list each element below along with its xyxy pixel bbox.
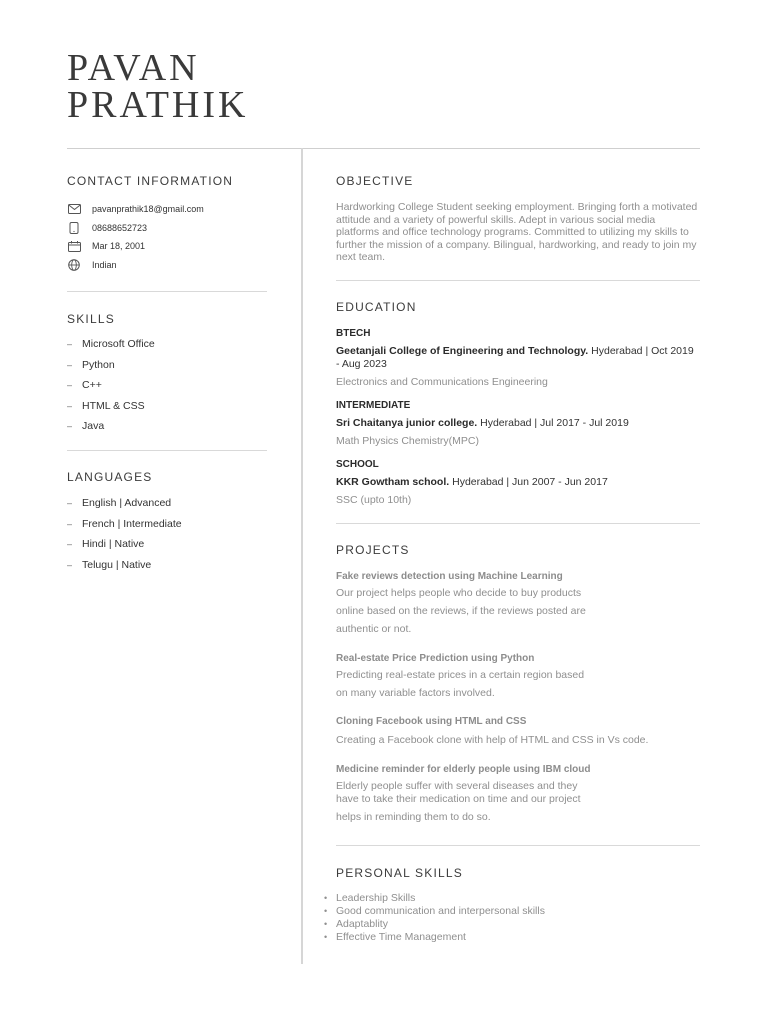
project-title: Real-estate Price Prediction using Python — [336, 653, 535, 664]
objective-text: Hardworking College Student seeking employment. Bringing forth a motivated attitude and a variety of powerful skills. Adept in various social media platforms and office technology programs. Committed to utilizing my skills to further the mission of a company. Bilingual, hardworking, and ready to join my next team. — [336, 201, 698, 264]
education-level: SCHOOL — [336, 459, 379, 470]
list-item: – Python — [67, 358, 115, 371]
institution-name: Geetanjali College of Engineering and Technology. — [336, 345, 589, 357]
header-divider — [67, 148, 700, 149]
project-description: Our project helps people who decide to buy products online based on the reviews, if the reviews posted are authentic or not. — [336, 587, 586, 635]
list-item: • Adaptablity — [324, 918, 388, 930]
education-institution-line — [336, 476, 700, 489]
objective-divider — [336, 280, 700, 281]
education-level: BTECH — [336, 328, 371, 339]
list-item: – Microsoft Office — [67, 338, 155, 351]
contact-birthdate — [67, 237, 204, 256]
project-title: Cloning Facebook using HTML and CSS — [336, 716, 527, 727]
contact-nationality — [67, 256, 204, 275]
skills-divider — [67, 450, 267, 451]
contact-phone — [67, 219, 204, 238]
list-item: – Telugu | Native — [67, 558, 152, 571]
personal-skills-title: PERSONAL SKILLS — [336, 866, 463, 880]
project-description: Creating a Facebook clone with help of HTML and CSS in Vs code. — [336, 734, 649, 746]
calendar-icon — [67, 240, 81, 252]
institution-details: Hyderabad | Jul 2017 - Jul 2019 — [480, 417, 629, 429]
education-title: EDUCATION — [336, 300, 417, 314]
list-item: – Java — [67, 420, 105, 433]
education-divider — [336, 523, 700, 524]
objective-title: OBJECTIVE — [336, 174, 414, 188]
languages-list — [67, 493, 182, 575]
column-divider — [301, 148, 303, 964]
skills-title: SKILLS — [67, 312, 115, 326]
education-institution-line — [336, 345, 700, 371]
list-item: • Leadership Skills — [324, 892, 416, 904]
list-item: – English | Advanced — [67, 497, 172, 510]
institution-details: Hyderabad | Jun 2007 - Jun 2017 — [452, 476, 608, 488]
project-description: Elderly people suffer with several diseases and they have to take their medication on time and our project helps in reminding them to do so. — [336, 780, 581, 823]
project-title: Medicine reminder for elderly people using IBM cloud — [336, 764, 591, 775]
project-title: Fake reviews detection using Machine Learning — [336, 571, 563, 582]
education-field: SSC (upto 10th) — [336, 494, 412, 506]
education-field: Electronics and Communications Engineering — [336, 376, 548, 388]
list-item: – French | Intermediate — [67, 517, 182, 530]
last-name: PRATHIK — [67, 84, 249, 126]
phone-icon — [67, 222, 81, 234]
projects-title: PROJECTS — [336, 543, 410, 557]
birthdate-text: Mar 18, 2001 — [92, 241, 146, 252]
project-description: Predicting real-estate prices in a certain region based on many variable factors involved. — [336, 669, 585, 699]
education-level: INTERMEDIATE — [336, 400, 411, 411]
languages-title: LANGUAGES — [67, 470, 153, 484]
list-item: • Effective Time Management — [324, 931, 466, 943]
contact-title: CONTACT INFORMATION — [67, 174, 234, 188]
list-item: – C++ — [67, 379, 102, 392]
contact-divider — [67, 291, 267, 292]
institution-name: KKR Gowtham school. — [336, 476, 450, 488]
institution-name: Sri Chaitanya junior college. — [336, 417, 478, 429]
nationality-text: Indian — [92, 259, 117, 270]
email-text: pavanprathik18@gmail.com — [92, 204, 204, 215]
list-item: • Good communication and interpersonal skills — [324, 905, 545, 917]
candidate-name — [67, 47, 249, 126]
education-field: Math Physics Chemistry(MPC) — [336, 435, 479, 447]
mail-icon — [67, 203, 81, 215]
list-item: – Hindi | Native — [67, 538, 145, 551]
institution-details: Hyderabad | Oct 2019 - Aug 2023 — [336, 345, 694, 370]
phone-text: 08688652723 — [92, 222, 148, 233]
contact-list — [67, 200, 204, 274]
personal-skills-list — [324, 892, 545, 944]
education-institution-line — [336, 417, 700, 430]
list-item: – HTML & CSS — [67, 399, 145, 412]
projects-divider — [336, 845, 700, 846]
skills-list — [67, 334, 155, 437]
contact-email — [67, 200, 204, 219]
globe-icon — [67, 259, 81, 271]
first-name: PAVAN — [67, 47, 200, 89]
